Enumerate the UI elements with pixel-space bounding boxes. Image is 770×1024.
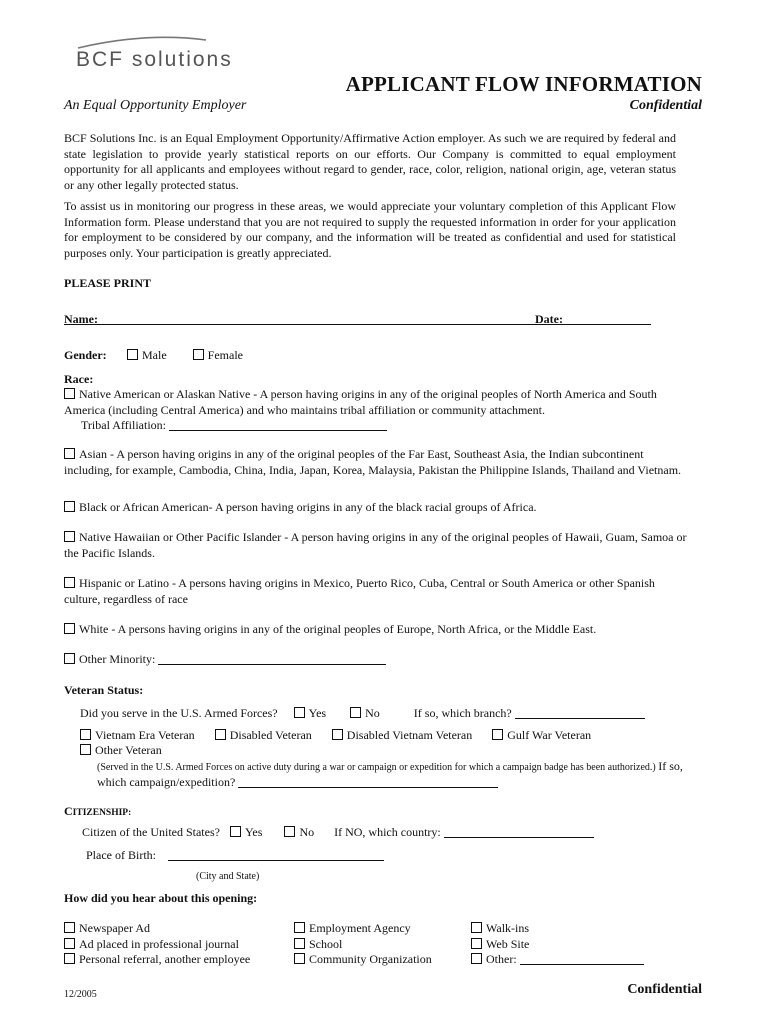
- black-checkbox[interactable]: [64, 501, 75, 512]
- city-state-hint: (City and State): [196, 871, 260, 882]
- subtitle: An Equal Opportunity Employer: [64, 98, 247, 113]
- branch-label: If so, which branch?: [413, 706, 512, 720]
- armed-forces-question: Did you serve in the U.S. Armed Forces?: [80, 706, 278, 720]
- birth-row: [86, 848, 384, 863]
- veteran-note: (Served in the U.S. Armed Forces on active duty during a war or campaign or expedition for which a campaign badge has been authorized.) If so, which campaign/expedition?: [97, 759, 683, 789]
- tribal-affiliation-field[interactable]: [169, 418, 387, 431]
- page-title: APPLICANT FLOW INFORMATION: [345, 72, 702, 96]
- disabled-veteran-checkbox[interactable]: [215, 729, 226, 740]
- other-source-field[interactable]: [520, 952, 644, 965]
- confidential-label: Confidential: [629, 98, 702, 113]
- website-checkbox[interactable]: [471, 938, 482, 949]
- race-hawaiian: Native Hawaiian or Other Pacific Islander - A person having origins in any of the original peoples of Hawaii, Guam, Samoa or the Pacific Islands.: [64, 530, 687, 560]
- other-veteran-checkbox[interactable]: [80, 744, 91, 755]
- logo-text: BCF solutions: [76, 48, 233, 71]
- gulf-war-checkbox[interactable]: [492, 729, 503, 740]
- please-print-label: PLEASE PRINT: [64, 276, 152, 290]
- journal-checkbox[interactable]: [64, 938, 75, 949]
- gender-label: Gender:: [64, 348, 107, 362]
- citizen-question: Citizen of the United States?: [82, 825, 220, 839]
- citizen-no-checkbox[interactable]: [284, 826, 295, 837]
- company-logo: [76, 34, 256, 74]
- branch-field[interactable]: [515, 706, 645, 719]
- other-source-checkbox[interactable]: [471, 953, 482, 964]
- race-label: Race:: [64, 372, 94, 386]
- veteran-question-row: Did you serve in the U.S. Armed Forces? Yes No If so, which branch?: [80, 706, 645, 721]
- hispanic-checkbox[interactable]: [64, 577, 75, 588]
- intro-paragraph-2: To assist us in monitoring our progress in these areas, we would appreciate your voluntary completion of this Applicant Flow Information form. Please understand that you are not required to supply the requested information in order for your application for employment to be considered by our company, and the information will be treated as confidential and used for statistical purposes only. Your participation is greatly appreciated.: [64, 199, 676, 260]
- veteran-label: Veteran Status:: [64, 683, 144, 697]
- campaign-field[interactable]: [238, 775, 498, 788]
- race-native-american: Native American or Alaskan Native - A person having origins in any of the original peoples of North America and South America (including Central America) and who maintains tribal affiliation or community attachment. Tribal Affiliation:: [64, 387, 657, 432]
- confidential-footer: Confidential: [627, 982, 702, 997]
- white-checkbox[interactable]: [64, 623, 75, 634]
- tribal-affiliation-label: Tribal Affiliation:: [81, 418, 167, 432]
- birth-label: Place of Birth:: [86, 848, 156, 862]
- hear-col-3: Walk-ins Web Site Other:: [471, 921, 644, 968]
- female-label: Female: [207, 348, 243, 362]
- gender-row: [64, 348, 243, 363]
- race-asian: Asian - A person having origins in any of the original peoples of the Far East, Southeast Asia, the Indian subcontinent including, for example, Cambodia, China, India, Japan, Korea, Malaysia, Pakistan the Philippine Islands, Thailand and Vietnam.: [64, 447, 682, 477]
- citizen-yes-checkbox[interactable]: [230, 826, 241, 837]
- native-american-checkbox[interactable]: [64, 388, 75, 399]
- agency-checkbox[interactable]: [294, 922, 305, 933]
- disabled-vietnam-checkbox[interactable]: [332, 729, 343, 740]
- revision-date: 12/2005: [64, 989, 97, 1000]
- other-minority-field[interactable]: [158, 652, 386, 665]
- walkins-checkbox[interactable]: [471, 922, 482, 933]
- hear-col-1: Newspaper Ad Ad placed in professional journal Personal referral, another employee: [64, 921, 250, 968]
- intro-paragraph-1: BCF Solutions Inc. is an Equal Employment Opportunity/Affirmative Action employer. As such we are required by federal and state legislation to provide yearly statistical reports on our efforts. Our Company is committed to equal employment opportunity for all applicants and employees without regard to gender, race, color, religion, national origin, age, veteran status or any other legally protected status.: [64, 131, 676, 192]
- other-veteran-row: Other Veteran: [80, 743, 162, 758]
- race-hispanic: Hispanic or Latino - A persons having origins in Mexico, Puerto Rico, Cuba, Central or South America or other Spanish culture, regardless of race: [64, 576, 655, 606]
- hear-label: How did you hear about this opening:: [64, 891, 258, 905]
- school-checkbox[interactable]: [294, 938, 305, 949]
- country-field[interactable]: [444, 825, 594, 838]
- name-label: Name:: [64, 312, 98, 326]
- other-minority-checkbox[interactable]: [64, 653, 75, 664]
- asian-checkbox[interactable]: [64, 448, 75, 459]
- citizenship-question-row: Citizen of the United States? Yes No If NO, which country:: [82, 825, 594, 840]
- veteran-types-row: Vietnam Era Veteran Disabled Veteran Disabled Vietnam Veteran Gulf War Veteran: [80, 728, 591, 743]
- country-label: If NO, which country:: [334, 825, 441, 839]
- veteran-no-checkbox[interactable]: [350, 707, 361, 718]
- citizenship-label: CITIZENSHIP:: [64, 804, 132, 818]
- race-white: White - A persons having origins in any of the original peoples of Europe, North Africa, or the Middle East.: [64, 622, 694, 638]
- other-minority-label: Other Minority:: [79, 652, 156, 666]
- birth-field[interactable]: [168, 848, 384, 861]
- male-label: Male: [142, 348, 167, 362]
- male-checkbox[interactable]: [127, 349, 138, 360]
- date-label: Date:: [535, 312, 563, 326]
- veteran-yes-checkbox[interactable]: [294, 707, 305, 718]
- hear-col-2: Employment Agency School Community Organization: [294, 921, 432, 968]
- race-other-row: [64, 652, 386, 667]
- referral-checkbox[interactable]: [64, 953, 75, 964]
- campaign-label: If so, which campaign/expedition?: [97, 759, 683, 789]
- newspaper-checkbox[interactable]: [64, 922, 75, 933]
- race-black: Black or African American- A person having origins in any of the black racial groups of Africa.: [64, 500, 694, 516]
- hawaiian-checkbox[interactable]: [64, 531, 75, 542]
- community-checkbox[interactable]: [294, 953, 305, 964]
- vietnam-era-checkbox[interactable]: [80, 729, 91, 740]
- female-checkbox[interactable]: [193, 349, 204, 360]
